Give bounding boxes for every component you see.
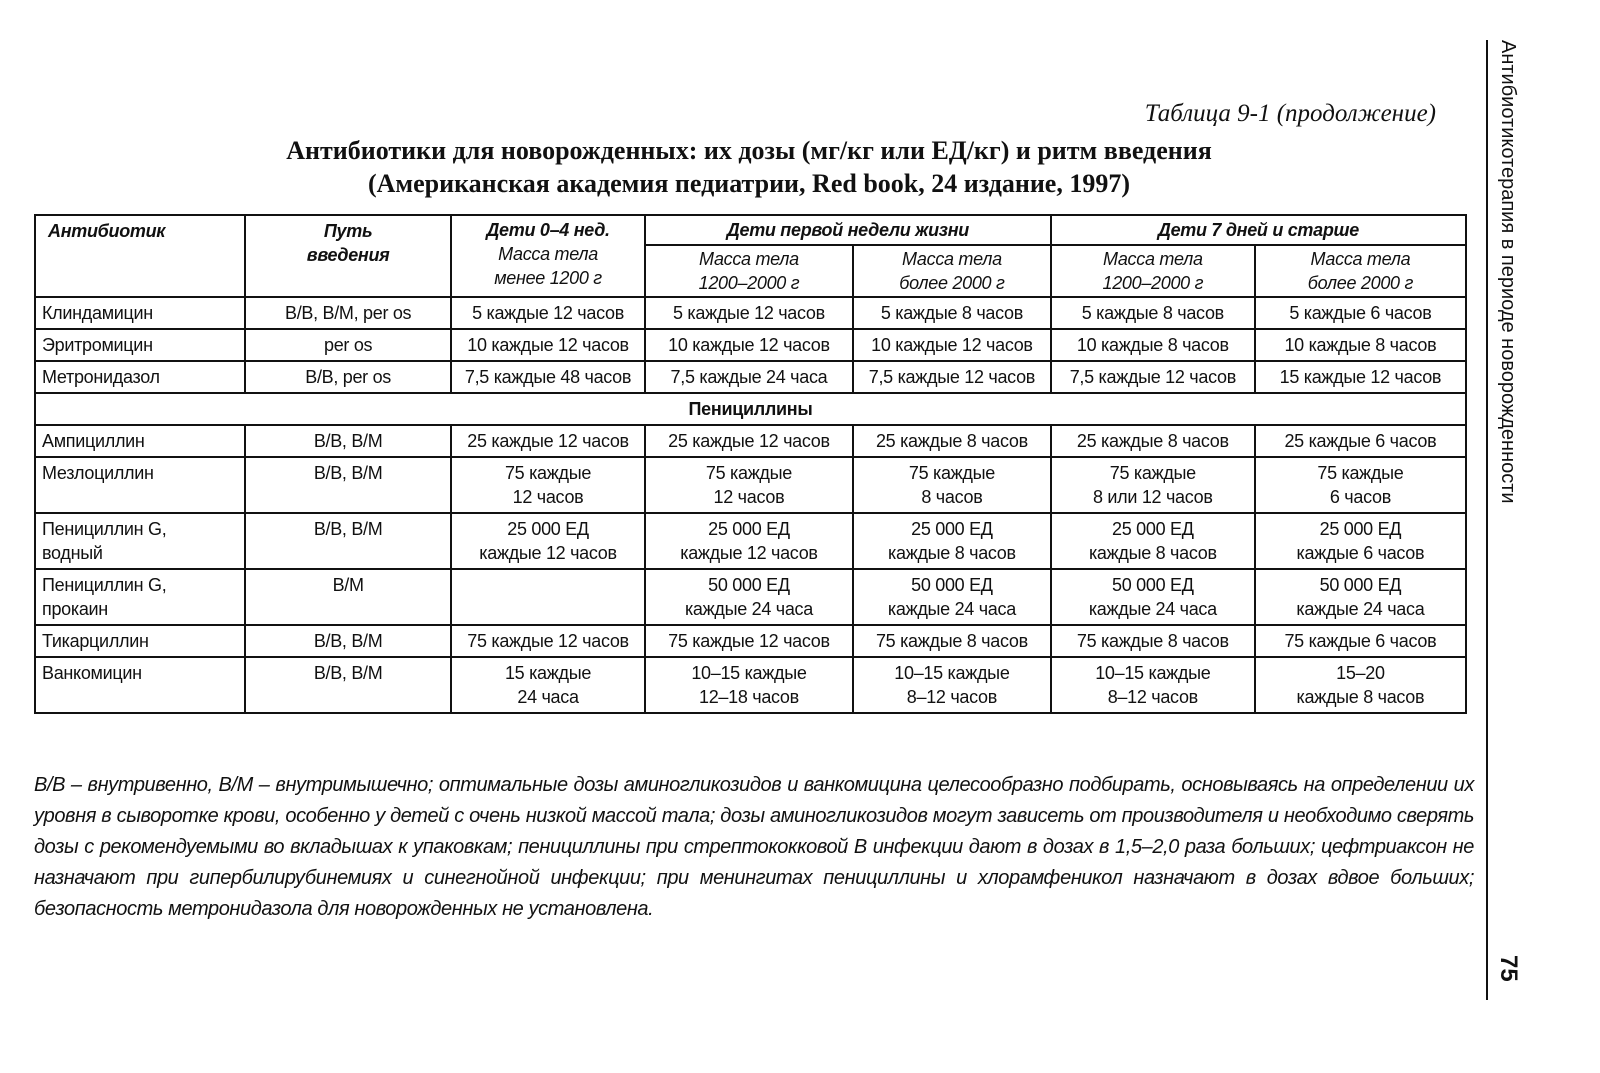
dose-line: 25 000 ЕД	[1112, 519, 1194, 539]
dose-line: 8 или 12 часов	[1093, 487, 1213, 507]
dose-cell	[1255, 513, 1466, 569]
running-header-text: Антибиотикотерапия в периоде новорожденности	[1497, 40, 1519, 504]
dose-cell	[645, 569, 853, 625]
header-route-line-2: введения	[306, 245, 390, 265]
header-group-7-days: Дети 7 дней и старше	[1051, 215, 1466, 245]
dose-line: 75 каждые	[1317, 463, 1404, 483]
header-route-line-1: Путь	[323, 221, 373, 241]
dose-cell: 75 каждые 8 часов	[1051, 625, 1255, 657]
dose-cell	[451, 513, 645, 569]
route-cell: В/В, В/М	[245, 657, 451, 713]
header-weight-range: 1200–2000 г	[1102, 273, 1204, 293]
dose-cell: 10 каждые 8 часов	[1255, 329, 1466, 361]
table-footnote: В/В – внутривенно, В/М – внутримышечно; оптимальные дозы аминогликозидов и ванкомицина целесообразно подбирать, основываясь на определении их уровня в сыворотке крови, особенно у детей с очень низкой массой тала; дозы аминогликозидов могут зависеть от производителя и необходимо сверять дозы с рекомендуемыми во вкладышах к упаковкам; пенициллины при стрептококковой В инфекции дают в дозах в 1,5–2,0 раза больших; цефтриаксон не назначают при гипербилирубинемиях и синегнойной инфекции; при менингитах пенициллины и хлорамфеникол назначают в дозах вдвое больших; безопасность метронидазола для новорожденных не установлена.	[34, 774, 1474, 920]
dose-line: 50 000 ЕД	[1319, 575, 1402, 595]
dose-cell	[1255, 657, 1466, 713]
dose-line: каждые 24 часа	[1296, 599, 1425, 619]
dose-line: 10–15 каждые	[691, 663, 807, 683]
dose-line: каждые 6 часов	[1296, 543, 1425, 563]
route-cell: В/В, В/М	[245, 457, 451, 513]
section-penicillins: Пенициллины	[35, 393, 1466, 425]
dose-cell: 25 каждые 12 часов	[451, 425, 645, 457]
dose-cell	[451, 657, 645, 713]
dose-line: 25 000 ЕД	[507, 519, 589, 539]
dose-cell: 7,5 каждые 12 часов	[1051, 361, 1255, 393]
dose-cell: 5 каждые 12 часов	[451, 297, 645, 329]
header-7-days-1200-2000	[1051, 245, 1255, 297]
dose-line: 24 часа	[517, 687, 579, 707]
title-line-1: Антибиотики для новорожденных: их дозы (мг/кг или ЕД/кг) и ритм введения	[286, 136, 1212, 165]
dose-line: 75 каждые	[504, 463, 592, 483]
antibiotic-name	[35, 569, 245, 625]
header-group-0-4-weeks-title: Дети 0–4 нед.	[486, 220, 610, 240]
dose-line: 50 000 ЕД	[911, 575, 993, 595]
table-row	[35, 361, 1466, 393]
dose-line: 8 часов	[921, 487, 983, 507]
dose-line: каждые 8 часов	[1296, 687, 1425, 707]
table-row	[35, 569, 1466, 625]
header-weight-label: Масса тела	[1310, 249, 1411, 269]
dose-line: 50 000 ЕД	[708, 575, 790, 595]
dose-line: 12 часов	[713, 487, 785, 507]
name-line: прокаин	[42, 599, 108, 619]
page-title	[34, 134, 1464, 200]
header-group-0-4-weeks	[451, 215, 645, 297]
antibiotic-name: Тикарциллин	[35, 625, 245, 657]
header-group-0-4-weeks-weight-1: Масса тела	[498, 244, 598, 264]
dose-cell	[451, 457, 645, 513]
dose-cell: 75 каждые 12 часов	[451, 625, 645, 657]
dose-cell: 10 каждые 12 часов	[645, 329, 853, 361]
dose-line: 25 000 ЕД	[1319, 519, 1402, 539]
dose-cell	[1051, 657, 1255, 713]
dose-line: 10–15 каждые	[1095, 663, 1211, 683]
dose-cell: 10 каждые 12 часов	[451, 329, 645, 361]
antibiotic-name: Мезлоциллин	[35, 457, 245, 513]
header-first-week-over-2000	[853, 245, 1051, 297]
dose-cell: 5 каждые 6 часов	[1255, 297, 1466, 329]
antibiotic-name: Клиндамицин	[35, 297, 245, 329]
dose-cell	[645, 657, 853, 713]
antibiotic-name: Ампициллин	[35, 425, 245, 457]
header-first-week-1200-2000	[645, 245, 853, 297]
dose-cell: 75 каждые 6 часов	[1255, 625, 1466, 657]
dose-cell	[1255, 569, 1466, 625]
page-number: 75	[1495, 955, 1522, 982]
name-line: водный	[42, 543, 103, 563]
dose-line: 12 часов	[512, 487, 584, 507]
dose-line: 12–18 часов	[698, 687, 799, 707]
dose-line: 15–20	[1336, 663, 1385, 683]
dose-cell: 25 каждые 6 часов	[1255, 425, 1466, 457]
dose-line: 75 каждые	[908, 463, 995, 483]
dose-line: 75 каждые	[1109, 463, 1196, 483]
dose-cell: 5 каждые 8 часов	[1051, 297, 1255, 329]
dose-line: 8–12 часов	[906, 687, 998, 707]
dose-line: каждые 8 часов	[1088, 543, 1217, 563]
table-row	[35, 657, 1466, 713]
antibiotic-name: Ванкомицин	[35, 657, 245, 713]
table-row	[35, 297, 1466, 329]
dose-line: каждые 24 часа	[887, 599, 1016, 619]
dose-cell	[853, 657, 1051, 713]
dose-line: каждые 24 часа	[1088, 599, 1217, 619]
dose-cell	[1255, 457, 1466, 513]
header-weight-label: Масса тела	[699, 249, 799, 269]
dose-line: 10–15 каждые	[894, 663, 1010, 683]
dose-line: каждые 12 часов	[680, 543, 818, 563]
dose-cell	[1051, 569, 1255, 625]
dose-cell: 10 каждые 8 часов	[1051, 329, 1255, 361]
table-row	[35, 425, 1466, 457]
table-row	[35, 625, 1466, 657]
route-cell: В/В, В/М	[245, 513, 451, 569]
table-row	[35, 329, 1466, 361]
section-row	[35, 393, 1466, 425]
dose-cell: 25 каждые 8 часов	[1051, 425, 1255, 457]
dose-cell: 75 каждые 8 часов	[853, 625, 1051, 657]
route-cell: В/В, В/М, per os	[245, 297, 451, 329]
header-route	[245, 215, 451, 297]
dose-line: 25 000 ЕД	[708, 519, 790, 539]
header-antibiotic: Антибиотик	[35, 215, 245, 297]
dose-cell	[1051, 513, 1255, 569]
route-cell: В/М	[245, 569, 451, 625]
header-7-days-over-2000	[1255, 245, 1466, 297]
antibiotic-name: Эритромицин	[35, 329, 245, 361]
dose-cell-empty	[451, 569, 645, 625]
name-line: Пенициллин G,	[42, 575, 167, 595]
running-header-rule	[1486, 40, 1488, 1000]
antibiotics-table	[34, 214, 1467, 714]
dose-cell	[853, 513, 1051, 569]
dose-line: 25 000 ЕД	[911, 519, 993, 539]
dose-line: каждые 8 часов	[888, 543, 1016, 563]
header-weight-label: Масса тела	[1102, 249, 1203, 269]
title-line-2: (Американская академия педиатрии, Red book, 24 издание, 1997)	[367, 169, 1131, 198]
dose-line: 8–12 часов	[1107, 687, 1198, 707]
table-row	[35, 457, 1466, 513]
dose-cell: 25 каждые 12 часов	[645, 425, 853, 457]
dose-cell: 15 каждые 12 часов	[1255, 361, 1466, 393]
dose-line: 50 000 ЕД	[1112, 575, 1194, 595]
header-group-0-4-weeks-weight-2: менее 1200 г	[494, 268, 602, 288]
header-group-first-week: Дети первой недели жизни	[645, 215, 1051, 245]
table-row	[35, 513, 1466, 569]
dose-line: 75 каждые	[705, 463, 792, 483]
dose-cell: 75 каждые 12 часов	[645, 625, 853, 657]
dose-line: каждые 24 часа	[684, 599, 813, 619]
antibiotic-name: Метронидазол	[35, 361, 245, 393]
header-weight-range: более 2000 г	[899, 273, 1005, 293]
header-weight-range: 1200–2000 г	[698, 273, 800, 293]
dose-cell: 25 каждые 8 часов	[853, 425, 1051, 457]
header-weight-range: более 2000 г	[1307, 273, 1414, 293]
dose-cell	[645, 457, 853, 513]
antibiotic-name	[35, 513, 245, 569]
route-cell: per os	[245, 329, 451, 361]
dose-cell: 10 каждые 12 часов	[853, 329, 1051, 361]
dose-cell	[645, 513, 853, 569]
dose-line: 6 часов	[1329, 487, 1391, 507]
route-cell: В/В, В/М	[245, 425, 451, 457]
dose-line: 15 каждые	[504, 663, 592, 683]
dose-cell	[853, 569, 1051, 625]
dose-cell: 7,5 каждые 12 часов	[853, 361, 1051, 393]
dose-cell: 5 каждые 8 часов	[853, 297, 1051, 329]
dose-cell: 5 каждые 12 часов	[645, 297, 853, 329]
dose-cell	[1051, 457, 1255, 513]
dose-cell: 7,5 каждые 24 часа	[645, 361, 853, 393]
dose-line: каждые 12 часов	[479, 543, 617, 563]
dose-cell: 7,5 каждые 48 часов	[451, 361, 645, 393]
running-header	[1486, 40, 1526, 1000]
route-cell: В/В, per os	[245, 361, 451, 393]
dose-cell	[853, 457, 1051, 513]
table-caption: Таблица 9-1 (продолжение)	[1144, 100, 1436, 127]
name-line: Пенициллин G,	[42, 519, 167, 539]
header-weight-label: Масса тела	[902, 249, 1002, 269]
route-cell: В/В, В/М	[245, 625, 451, 657]
